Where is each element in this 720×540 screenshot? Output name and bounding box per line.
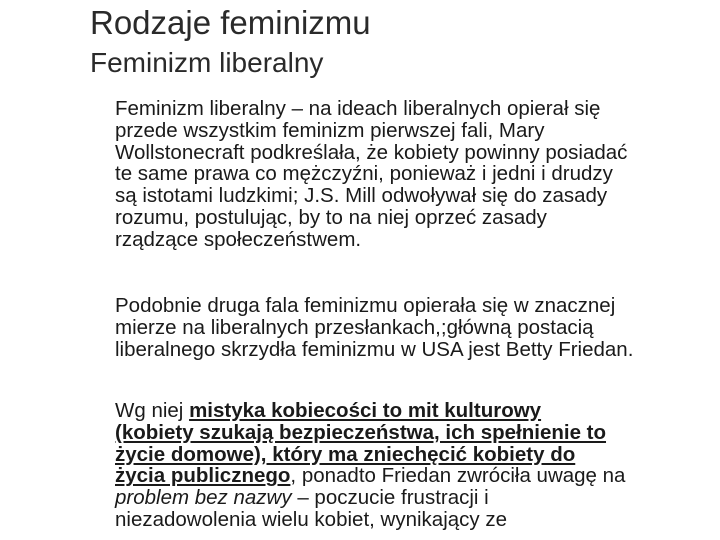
paragraph-liberal-feminism: Feminizm liberalny – na ideach liberalnych opierał się przede wszystkim feminizm pierwszej fali, Mary Wollstonecraft podkreślała, że kobiety powinny posiadać te same prawa co mężczyźni, ponieważ i jedni i drudzy są istotami ludzkimi; J.S. Mill odwoływał się do zasady rozumu, postulując, by to na niej oprzeć zasady rządzące społeczeństwem. bbox=[115, 97, 628, 251]
paragraph-friedan-tail: – poczucie frustracji i niezadowolenia wielu kobiet, wynikający ze bbox=[115, 486, 507, 531]
paragraph-friedan-mid: , ponadto Friedan zwróciła uwagę na bbox=[290, 464, 626, 488]
paragraph-friedan-lead: Wg niej bbox=[115, 399, 190, 422]
feminine-mystique-emphasis: mistyka kobiecości to mit kulturowy (kobiety szukają bezpieczeństwa, ich spełnienie to życie domowe), który ma zniechęcić kobiety do życia publicznego bbox=[115, 399, 607, 488]
paragraph-second-wave: Podobnie druga fala feminizmu opierała się w znacznej mierze na liberalnych przesłankach,;główną postacią liberalnego skrzydła feminizmu w USA jest Betty Friedan. bbox=[115, 294, 634, 361]
paragraph-friedan bbox=[115, 400, 720, 531]
slide-title: Rodzaje feminizmu bbox=[90, 4, 371, 41]
problem-without-name-italic: problem bez nazwy bbox=[115, 486, 292, 510]
slide-subtitle: Feminizm liberalny bbox=[90, 47, 324, 78]
